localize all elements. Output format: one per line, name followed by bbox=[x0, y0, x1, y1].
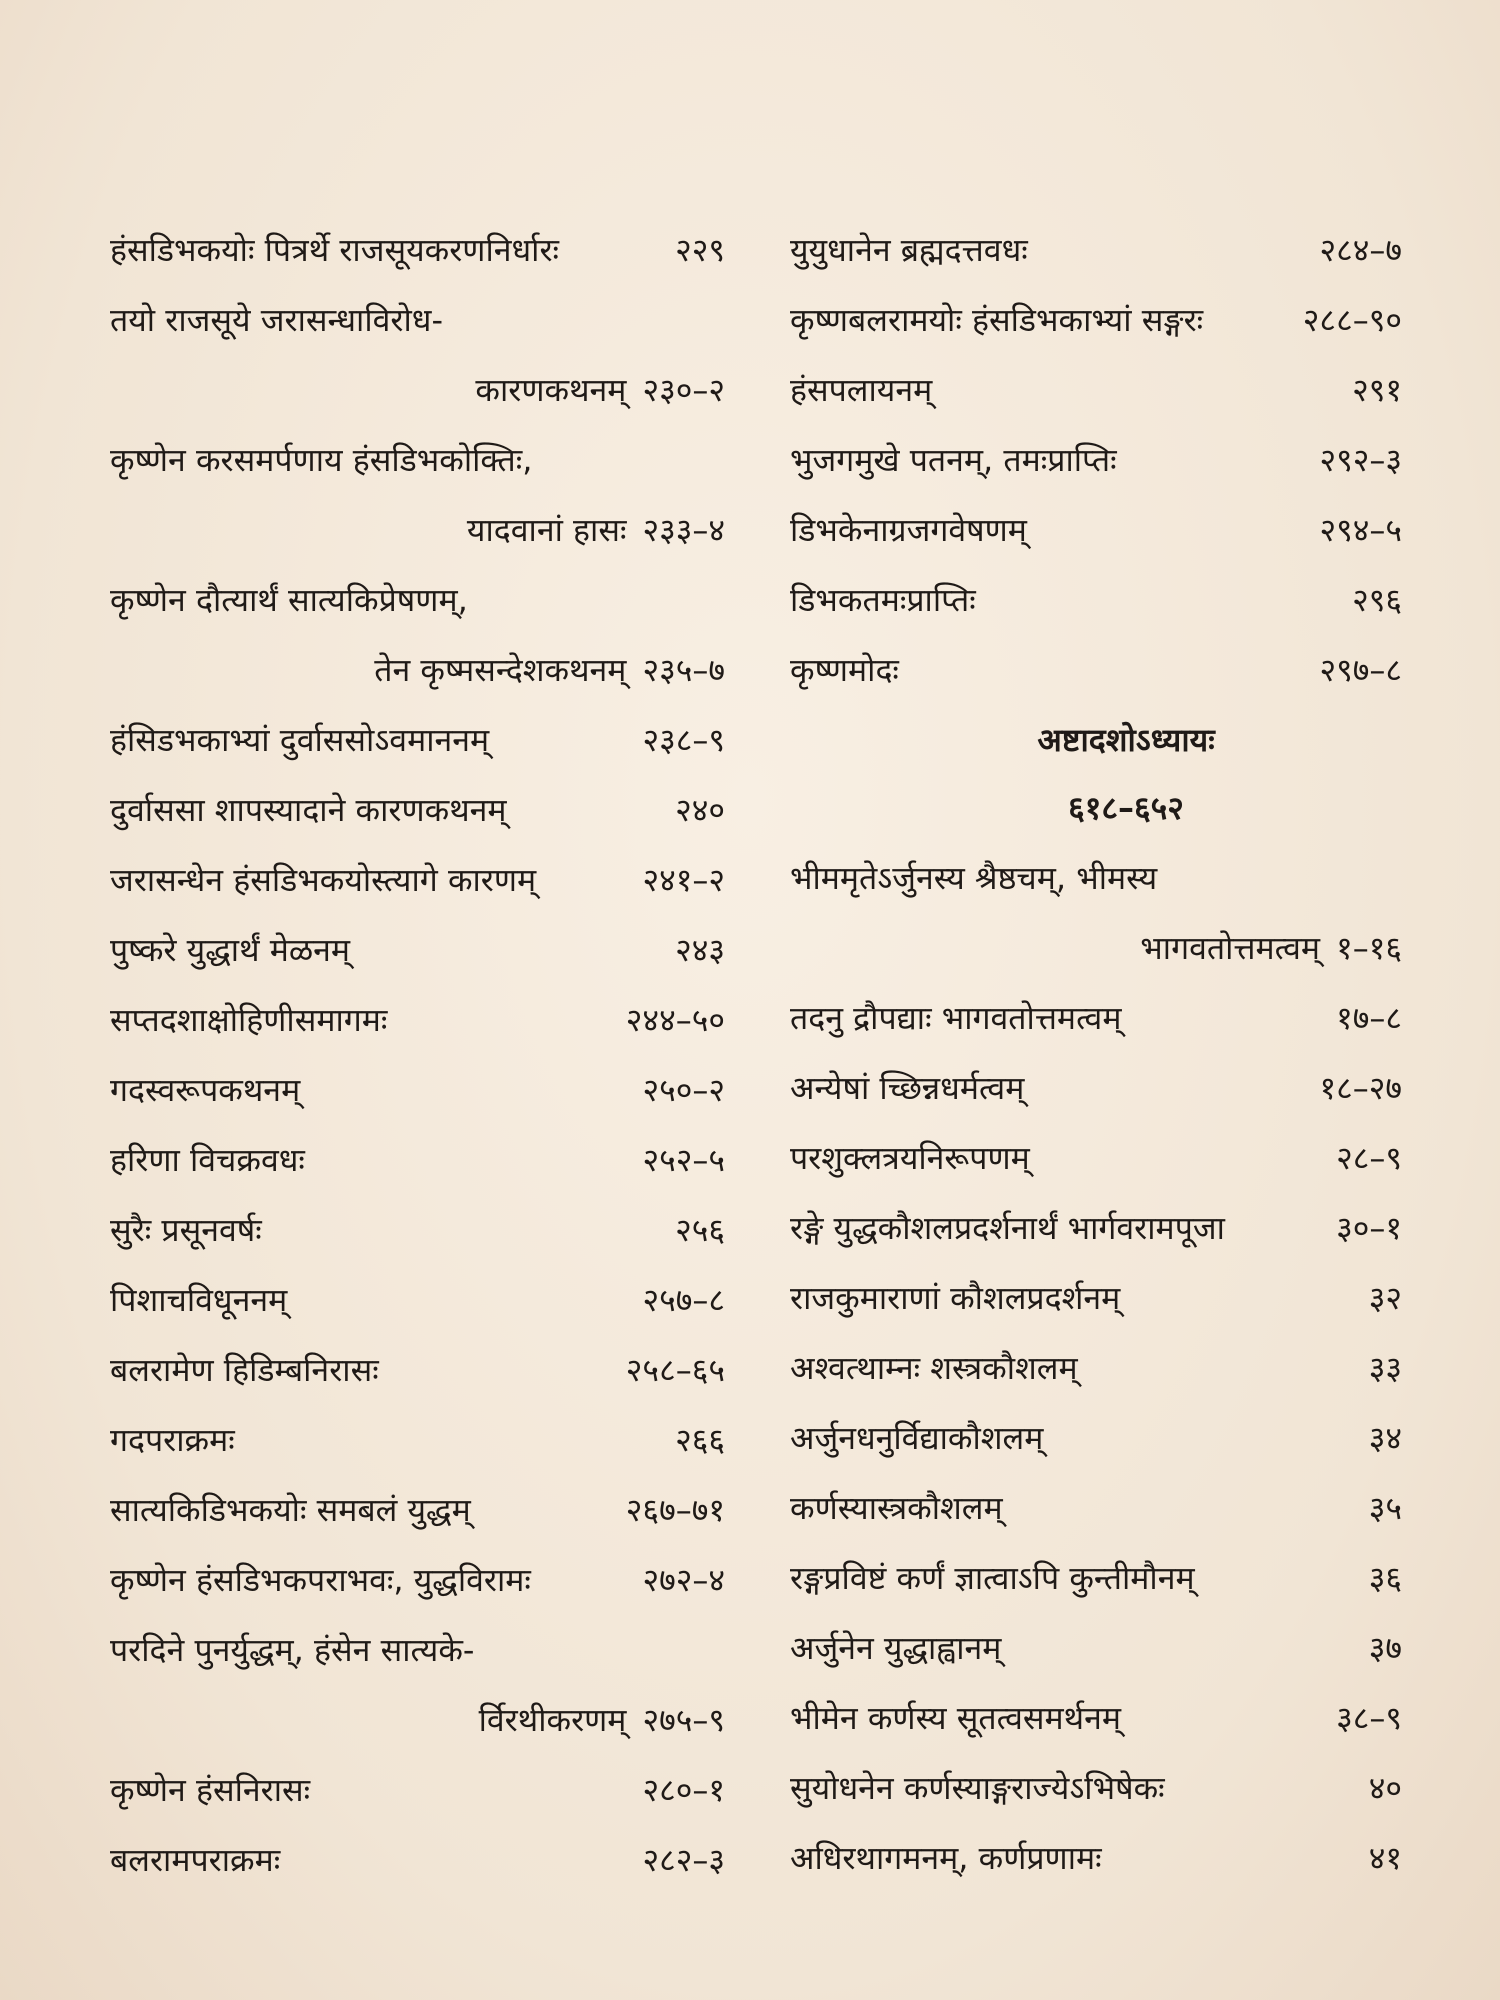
toc-entry bbox=[110, 576, 725, 694]
entry-title: भीमेन कर्णस्य सूतत्वसमर्थनम् bbox=[790, 1699, 1122, 1737]
toc-entry bbox=[110, 926, 725, 974]
toc-entry bbox=[790, 1834, 1402, 1882]
entry-verse-range: २६७–७१ bbox=[625, 1491, 725, 1529]
entry-verse-range: २४० bbox=[675, 791, 725, 829]
entry-title: कृष्णमोदः bbox=[790, 651, 899, 689]
entry-verse-range: २७५–९ bbox=[642, 1701, 725, 1739]
right-column-entries bbox=[790, 226, 1402, 694]
toc-entry bbox=[790, 1204, 1402, 1252]
entry-title: रङ्गे युद्धकौशलप्रदर्शनार्थं भार्गवरामपूजा bbox=[790, 1209, 1225, 1247]
entry-title: र्विरथीकरणम् bbox=[478, 1701, 627, 1739]
toc-entry bbox=[110, 856, 725, 904]
toc-entry bbox=[110, 1486, 725, 1534]
entry-title: हरिणा विचक्रवधः bbox=[110, 1141, 305, 1179]
toc-entry bbox=[790, 1274, 1402, 1322]
entry-title: भुजगमुखे पतनम्, तमःप्राप्तिः bbox=[790, 441, 1117, 479]
toc-entry bbox=[790, 994, 1402, 1042]
entry-verse-range: २४४–५० bbox=[625, 1001, 725, 1039]
entry-title: कृष्णेन करसमर्पणाय हंसडिभकोक्तिः, bbox=[110, 441, 533, 479]
entry-title: अर्जुनेन युद्धाह्वानम् bbox=[790, 1629, 1002, 1667]
entry-verse-range: ३३ bbox=[1368, 1349, 1402, 1387]
toc-entry bbox=[110, 1276, 725, 1324]
entry-verse-range: २८८–९० bbox=[1302, 301, 1402, 339]
entry-title: सुरैः प्रसूनवर्षः bbox=[110, 1211, 262, 1249]
entry-verse-range: २५६ bbox=[675, 1211, 725, 1249]
entry-title: अश्वत्थाम्नः शस्त्रकौशलम् bbox=[790, 1349, 1078, 1387]
toc-entry bbox=[110, 1556, 725, 1604]
entry-verse-range: २८४–७ bbox=[1319, 231, 1402, 269]
entry-verse-range: १–१६ bbox=[1336, 929, 1402, 967]
toc-entry bbox=[790, 506, 1402, 554]
entry-verse-range: २९१ bbox=[1352, 371, 1402, 409]
entry-title: पिशाचविधूननम् bbox=[110, 1281, 288, 1319]
entry-verse-range: २७२–४ bbox=[642, 1561, 725, 1599]
entry-verse-range: २५७–८ bbox=[642, 1281, 725, 1319]
toc-entry bbox=[110, 1206, 725, 1254]
toc-entry bbox=[790, 366, 1402, 414]
entry-verse-range: २५२–५ bbox=[642, 1141, 725, 1179]
right-column bbox=[790, 226, 1402, 1882]
toc-entry bbox=[110, 226, 725, 274]
toc-entry bbox=[790, 854, 1402, 972]
toc-entry bbox=[110, 716, 725, 764]
entry-title: हंसपलायनम् bbox=[790, 371, 933, 409]
entry-title: भागवतोत्तमत्वम् bbox=[1140, 929, 1321, 967]
entry-title: भीममृतेऽर्जुनस्य श्रैष्ठचम्, भीमस्य bbox=[790, 859, 1158, 897]
toc-entry bbox=[790, 226, 1402, 274]
entry-title: कृष्णेन हंसनिरासः bbox=[110, 1771, 311, 1809]
entry-verse-range: ३५ bbox=[1368, 1489, 1402, 1527]
entry-title: हंसडिभकयोः पित्रर्थे राजसूयकरणनिर्धारः bbox=[110, 231, 560, 269]
toc-entry bbox=[110, 436, 725, 554]
entry-verse-range: ३४ bbox=[1368, 1419, 1402, 1457]
entry-title: कारणकथनम् bbox=[475, 371, 627, 409]
toc-entry bbox=[110, 1416, 725, 1464]
toc-entry bbox=[790, 646, 1402, 694]
toc-entry bbox=[790, 1484, 1402, 1532]
toc-entry bbox=[110, 1766, 725, 1814]
toc-entry bbox=[790, 1414, 1402, 1462]
entry-title: कर्णस्यास्त्रकौशलम् bbox=[790, 1489, 1003, 1527]
entry-verse-range: २९७–८ bbox=[1319, 651, 1402, 689]
toc-entry bbox=[790, 296, 1402, 344]
toc-entry bbox=[110, 1066, 725, 1114]
entry-title: परशुक्लत्रयनिरूपणम् bbox=[790, 1139, 1030, 1177]
toc-entry bbox=[110, 1626, 725, 1744]
entry-title: सुयोधनेन कर्णस्याङ्गराज्येऽभिषेकः bbox=[790, 1769, 1165, 1807]
entry-title: कृष्णबलरामयोः हंसडिभकाभ्यां सङ्गरः bbox=[790, 301, 1204, 339]
entry-title: सात्यकिडिभकयोः समबलं युद्धम् bbox=[110, 1491, 471, 1529]
toc-entry bbox=[110, 296, 725, 414]
entry-verse-range: ३०–१ bbox=[1336, 1209, 1402, 1247]
toc-entry bbox=[790, 576, 1402, 624]
entry-title: पुष्करे युद्धार्थं मेळनम् bbox=[110, 931, 351, 969]
entry-verse-range: २५८–६५ bbox=[625, 1351, 725, 1389]
toc-entry bbox=[110, 1136, 725, 1184]
entry-verse-range: २५०–२ bbox=[642, 1071, 725, 1109]
toc-entry bbox=[790, 1554, 1402, 1602]
entry-verse-range: २४१–२ bbox=[642, 861, 725, 899]
entry-verse-range: २८–९ bbox=[1336, 1139, 1402, 1177]
entry-verse-range: २८०–१ bbox=[642, 1771, 725, 1809]
right-column-entries-after bbox=[790, 854, 1402, 1882]
entry-title: तदनु द्रौपद्याः भागवतोत्तमत्वम् bbox=[790, 999, 1122, 1037]
entry-title: हंसिडभकाभ्यां दुर्वाससोऽवमाननम् bbox=[110, 721, 490, 759]
chapter-heading bbox=[790, 716, 1402, 832]
entry-verse-range: २९२–३ bbox=[1319, 441, 1402, 479]
entry-verse-range: १७–८ bbox=[1336, 999, 1402, 1037]
toc-entry bbox=[790, 1134, 1402, 1182]
entry-verse-range: १८–२७ bbox=[1319, 1069, 1402, 1107]
entry-verse-range: ४१ bbox=[1368, 1839, 1402, 1877]
entry-verse-range: ३८–९ bbox=[1336, 1699, 1402, 1737]
entry-title: परदिने पुनर्युद्धम्, हंसेन सात्यके- bbox=[110, 1631, 475, 1669]
chapter-range: ६१८–६५२ bbox=[1068, 789, 1184, 827]
entry-title: अन्येषां च्छिन्नधर्मत्वम् bbox=[790, 1069, 1025, 1107]
entry-title: डिभकतमःप्राप्तिः bbox=[790, 581, 976, 619]
entry-title: दुर्वाससा शापस्यादाने कारणकथनम् bbox=[110, 791, 507, 829]
entry-verse-range: ३७ bbox=[1368, 1629, 1402, 1667]
entry-title: डिभकेनाग्रजगवेषणम् bbox=[790, 511, 1027, 549]
entry-verse-range: २६६ bbox=[675, 1421, 725, 1459]
entry-title: गदपराक्रमः bbox=[110, 1421, 235, 1459]
entry-verse-range: २२९ bbox=[675, 231, 725, 269]
toc-entry bbox=[790, 1764, 1402, 1812]
entry-title: यादवानां हासः bbox=[466, 511, 627, 549]
entry-verse-range: २३०–२ bbox=[642, 371, 725, 409]
entry-verse-range: ३६ bbox=[1368, 1559, 1402, 1597]
toc-entry bbox=[110, 1346, 725, 1394]
entry-verse-range: २९६ bbox=[1352, 581, 1402, 619]
chapter-title: अष्टादशोऽध्यायः bbox=[1037, 721, 1215, 759]
entry-title: अधिरथागमनम्, कर्णप्रणामः bbox=[790, 1839, 1102, 1877]
entry-title: तयो राजसूये जरासन्धाविरोध- bbox=[110, 301, 444, 339]
entry-verse-range: २९४–५ bbox=[1319, 511, 1402, 549]
entry-verse-range: ४० bbox=[1368, 1769, 1402, 1807]
left-column bbox=[110, 226, 725, 1884]
toc-entry bbox=[790, 1624, 1402, 1672]
entry-verse-range: ३२ bbox=[1368, 1279, 1402, 1317]
entry-title: अर्जुनधनुर्विद्याकौशलम् bbox=[790, 1419, 1044, 1457]
entry-title: रङ्गप्रविष्टं कर्णं ज्ञात्वाऽपि कुन्तीमौनम् bbox=[790, 1559, 1195, 1597]
entry-title: कृष्णेन दौत्यार्थं सात्यकिप्रेषणम्, bbox=[110, 581, 468, 619]
entry-verse-range: २४३ bbox=[675, 931, 725, 969]
entry-title: गदस्वरूपकथनम् bbox=[110, 1071, 301, 1109]
entry-title: सप्तदशाक्षोहिणीसमागमः bbox=[110, 1001, 388, 1039]
entry-verse-range: २३८–९ bbox=[642, 721, 725, 759]
entry-title: जरासन्धेन हंसडिभकयोस्त्यागे कारणम् bbox=[110, 861, 537, 899]
toc-entry bbox=[790, 1064, 1402, 1112]
entry-verse-range: २३३–४ bbox=[642, 511, 725, 549]
entry-verse-range: २३५–७ bbox=[642, 651, 725, 689]
toc-entry bbox=[110, 1836, 725, 1884]
toc-entry bbox=[790, 436, 1402, 484]
entry-title: बलरामेण हिडिम्बनिरासः bbox=[110, 1351, 379, 1389]
toc-entry bbox=[790, 1344, 1402, 1392]
entry-title: तेन कृष्मसन्देशकथनम् bbox=[374, 651, 627, 689]
toc-entry bbox=[110, 786, 725, 834]
entry-title: युयुधानेन ब्रह्मदत्तवधः bbox=[790, 231, 1028, 269]
toc-entry bbox=[790, 1694, 1402, 1742]
entry-title: बलरामपराक्रमः bbox=[110, 1841, 281, 1879]
entry-verse-range: २८२–३ bbox=[642, 1841, 725, 1879]
toc-entry bbox=[110, 996, 725, 1044]
entry-title: कृष्णेन हंसडिभकपराभवः, युद्धविरामः bbox=[110, 1561, 531, 1599]
entry-title: राजकुमाराणां कौशलप्रदर्शनम् bbox=[790, 1279, 1121, 1317]
